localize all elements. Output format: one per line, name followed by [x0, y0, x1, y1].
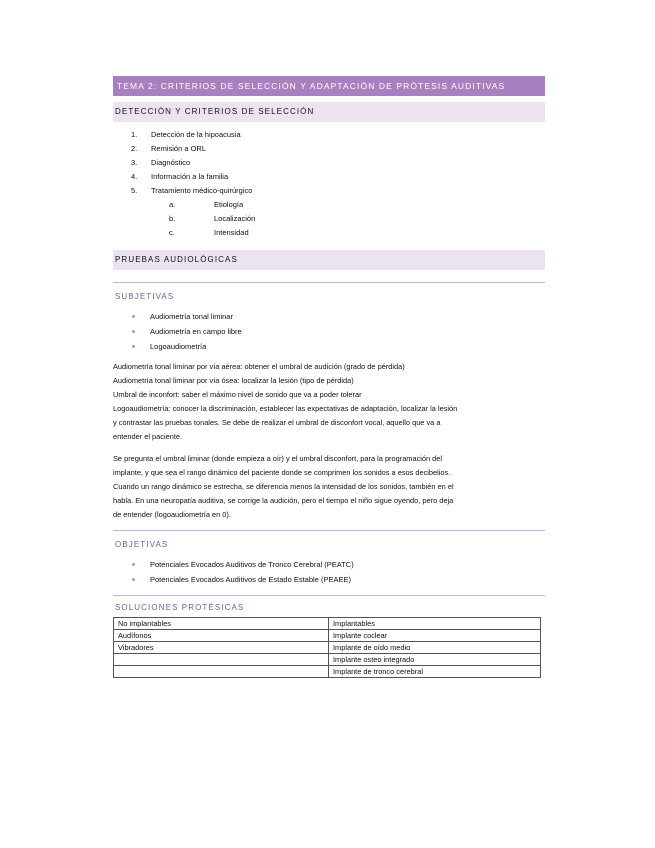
tratamiento-sublist	[113, 198, 545, 240]
table-cell: Implante coclear	[329, 630, 541, 642]
bullet-icon	[132, 330, 135, 333]
list-item: Potenciales Evocados Auditivos de Estado Estable (PEAEE)	[113, 572, 545, 587]
sublist-item: a. Etiología	[169, 200, 244, 209]
bullet-icon	[132, 315, 135, 318]
table-cell: Implante de tronco cerebral	[329, 666, 541, 678]
table-row	[114, 654, 541, 666]
paragraph-line: implante, y que sea el rango dinámico del paciente donde se comprimen los sonidos a esos decibelios.	[113, 468, 451, 477]
bullet-icon	[132, 563, 135, 566]
paragraph-line: habla. En una neuropatía auditiva, se corrige la audición, pero el tiempo el niño sigue oyendo, pero deja	[113, 496, 454, 505]
sublist-item: c. Intensidad	[169, 228, 249, 237]
list-item: 3. Diagnóstico	[131, 158, 191, 167]
section-heading-deteccion: DETECCIÓN Y CRITERIOS DE SELECCIÓN	[113, 102, 545, 122]
list-item: 4. Información a la familia	[131, 172, 229, 181]
list-item: Audiometría en campo libre	[113, 324, 545, 339]
subheading-subjetivas: SUBJETIVAS	[113, 282, 545, 303]
document-page	[113, 76, 545, 678]
table-cell: Implante de oído medio	[329, 642, 541, 654]
paragraph-line: Audiometría tonal liminar por vía aérea: obtener el umbral de audición (grado de pérdida)	[113, 362, 405, 371]
list-item: 5. Tratamiento médico-quirúrgico	[131, 186, 253, 195]
paragraph-line: Umbral de inconfort: saber el máximo nivel de sonido que va a poder tolerar	[113, 390, 362, 399]
table-cell: Implantables	[329, 618, 541, 630]
paragraph-line: Logoaudiometría: conocer la discriminación, establecer las expectativas de adaptación, localizar la lesión	[113, 404, 458, 413]
bullet-icon	[132, 345, 135, 348]
list-item: Audiometría tonal liminar	[113, 309, 545, 324]
paragraph-line: de entender (logoaudiometría en 0).	[113, 510, 231, 519]
paragraph-line: Se pregunta el umbral liminar (donde empieza a oír) y el umbral disconfort, para la programación del	[113, 454, 443, 463]
table-cell: Vibradores	[114, 642, 329, 654]
document-title: TEMA 2: CRITERIOS DE SELECCIÓN Y ADAPTACIÓN DE PRÓTESIS AUDITIVAS	[113, 76, 545, 96]
subheading-soluciones: SOLUCIONES PROTÉSICAS	[113, 595, 545, 614]
table-row	[114, 666, 541, 678]
objetivas-list	[113, 557, 545, 587]
soluciones-table	[113, 617, 541, 678]
paragraph-line: y contrastar las pruebas tonales. Se debe de realizar el umbral de disconfort vocal, aquello que va a	[113, 418, 441, 427]
bullet-icon	[132, 578, 135, 581]
list-item: Logoaudiometría	[113, 339, 545, 354]
table-cell: Audífonos	[114, 630, 329, 642]
table-row	[114, 630, 541, 642]
subjetivas-list	[113, 309, 545, 354]
table-row	[114, 642, 541, 654]
list-item: 2. Remisión a ORL	[131, 144, 207, 153]
paragraph-line: Cuando un rango dinámico se estrecha, se diferencia menos la intensidad de los sonidos, también en el	[113, 482, 454, 491]
deteccion-list	[113, 128, 545, 198]
table-cell: Implante osteo integrado	[329, 654, 541, 666]
table-cell	[114, 654, 329, 666]
table-row	[114, 618, 541, 630]
subheading-objetivas: OBJETIVAS	[113, 530, 545, 551]
list-item: Potenciales Evocados Auditivos de Tronco Cerebral (PEATC)	[113, 557, 545, 572]
paragraph-line: entender el paciente.	[113, 432, 183, 441]
section-heading-pruebas: PRUEBAS AUDIOLÓGICAS	[113, 250, 545, 270]
list-item: 1. Detección de la hipoacusia	[131, 130, 241, 139]
table-cell	[114, 666, 329, 678]
sublist-item: b. Localización	[169, 214, 256, 223]
table-cell: No implantables	[114, 618, 329, 630]
paragraph-line: Audiometría tonal liminar por vía ósea: localizar la lesión (tipo de pérdida)	[113, 376, 354, 385]
